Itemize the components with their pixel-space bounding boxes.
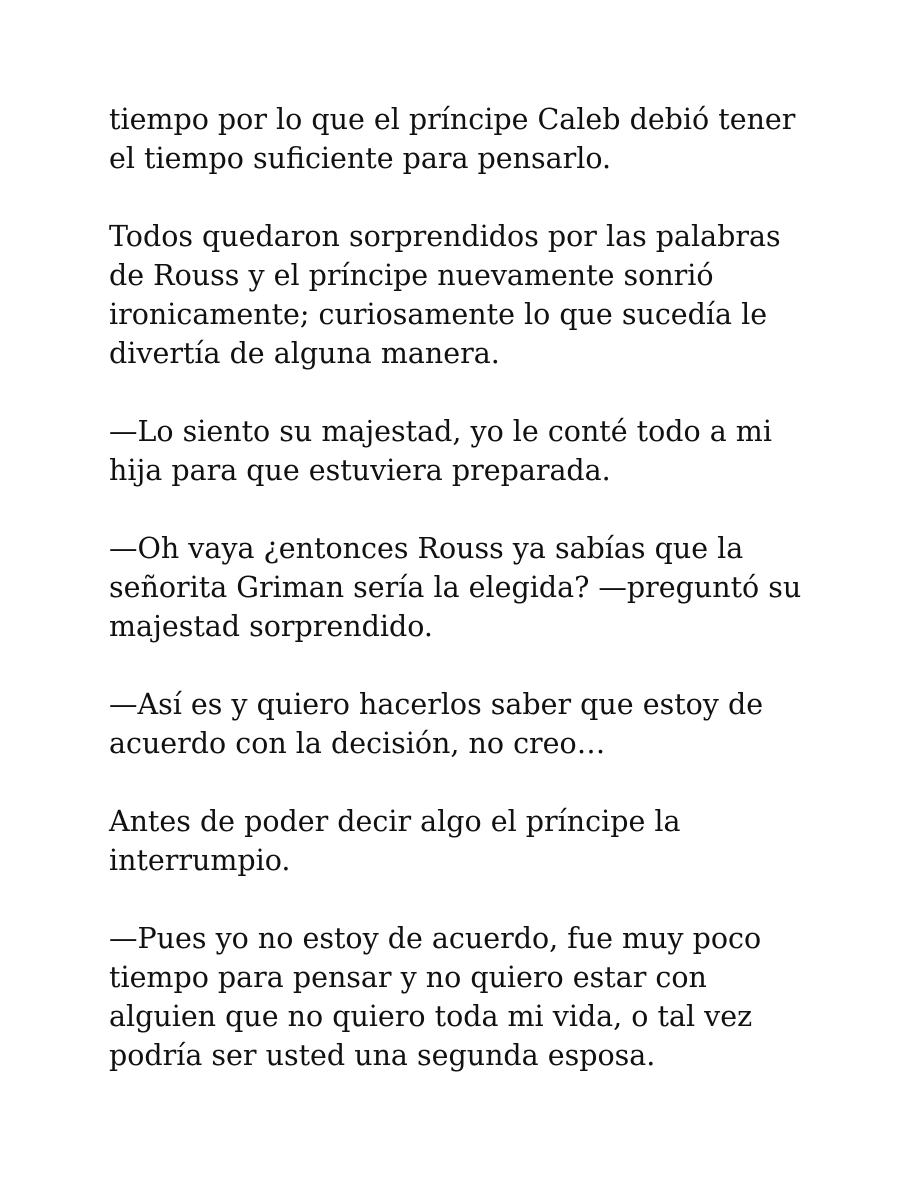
paragraph bbox=[109, 919, 809, 1075]
text-line: interrumpio. bbox=[109, 844, 291, 877]
paragraph bbox=[109, 529, 809, 646]
text-line: majestad sorprendido. bbox=[109, 610, 433, 643]
text-line: Antes de poder decir algo el príncipe la bbox=[109, 805, 681, 838]
text-line: Todos quedaron sorprendidos por las palabras bbox=[109, 220, 781, 253]
text-line: tiempo por lo que el príncipe Caleb debió tener bbox=[109, 103, 796, 136]
text-line: señorita Griman sería la elegida? —preguntó su bbox=[109, 571, 802, 604]
paragraph bbox=[109, 217, 809, 373]
text-line: —Lo siento su majestad, yo le conté todo a mi bbox=[109, 415, 772, 448]
text-line: ironicamente; curiosamente lo que sucedía le bbox=[109, 298, 768, 331]
paragraph bbox=[109, 412, 809, 490]
text-line: tiempo para pensar y no quiero estar con bbox=[109, 961, 707, 994]
text-line: —Así es y quiero hacerlos saber que estoy de bbox=[109, 688, 764, 721]
text-line: podría ser usted una segunda esposa. bbox=[109, 1039, 656, 1072]
page-text bbox=[109, 100, 809, 1114]
paragraph bbox=[109, 685, 809, 763]
text-line: acuerdo con la decisión, no creo… bbox=[109, 727, 606, 760]
text-line: el tiempo suficiente para pensarlo. bbox=[109, 142, 612, 175]
text-line: alguien que no quiero toda mi vida, o tal vez bbox=[109, 1000, 753, 1033]
text-line: hija para que estuviera preparada. bbox=[109, 454, 611, 487]
text-line: —Pues yo no estoy de acuerdo, fue muy poco bbox=[109, 922, 762, 955]
text-line: de Rouss y el príncipe nuevamente sonrió bbox=[109, 259, 714, 292]
text-line: —Oh vaya ¿entonces Rouss ya sabías que la bbox=[109, 532, 744, 565]
paragraph bbox=[109, 100, 809, 178]
text-line: divertía de alguna manera. bbox=[109, 337, 500, 370]
paragraph bbox=[109, 802, 809, 880]
